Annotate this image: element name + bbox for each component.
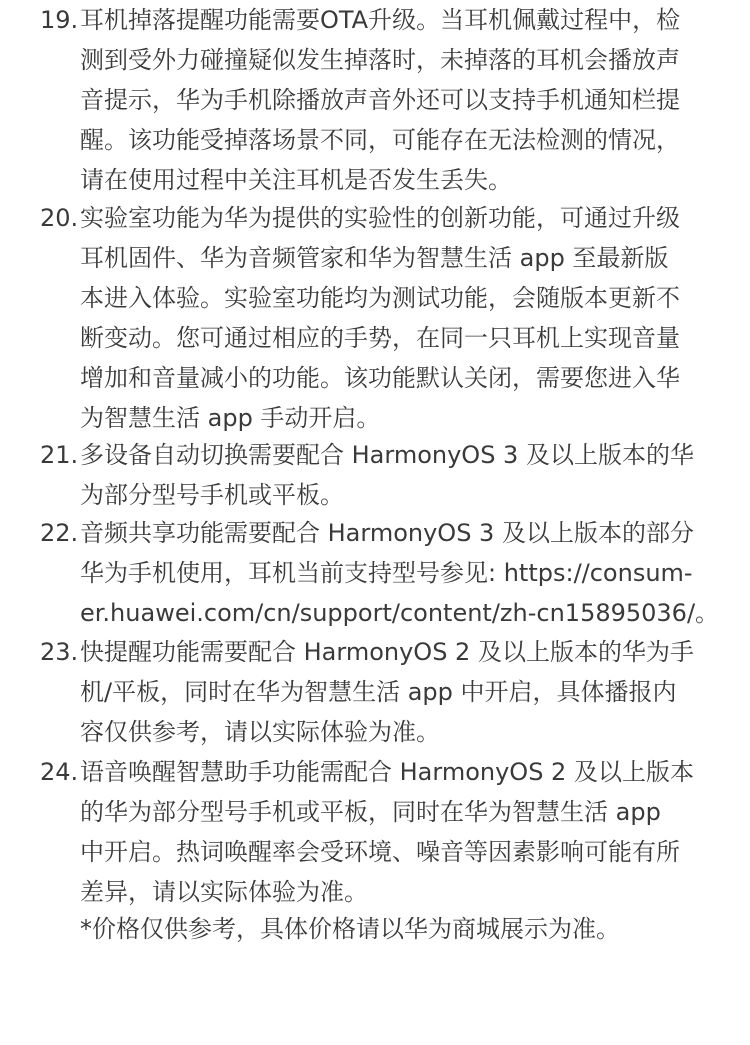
note-line: 测到受外力碰撞疑似发生掉落时，未掉落的耳机会播放声 (80, 46, 680, 74)
note-number: 22. (40, 519, 79, 547)
note-line: 容仅供参考，请以实际体验为准。 (80, 718, 440, 746)
note-line: 为智慧生活 app 手动开启。 (80, 404, 381, 432)
note-line: 断变动。您可通过相应的手势，在同一只耳机上实现音量 (80, 324, 680, 352)
note-number: 23. (40, 638, 79, 666)
note-line: 快提醒功能需要配合 HarmonyOS 2 及以上版本的华为手 (80, 638, 694, 666)
note-number: 19. (40, 6, 79, 34)
note-line: 华为手机使用，耳机当前支持型号参见: https://consum- (80, 559, 693, 587)
note-line: 音频共享功能需要配合 HarmonyOS 3 及以上版本的部分 (80, 519, 694, 547)
note-line: 差异，请以实际体验为准。 (80, 878, 368, 906)
note-line: 多设备自动切换需要配合 HarmonyOS 3 及以上版本的华 (80, 441, 694, 469)
note-line: 音提示，华为手机除播放声音外还可以支持手机通知栏提 (80, 86, 680, 114)
note-number: 20. (40, 204, 79, 232)
note-line: 耳机掉落提醒功能需要OTA升级。当耳机佩戴过程中，检 (80, 6, 681, 34)
note-line: 实验室功能为华为提供的实验性的创新功能，可通过升级 (80, 204, 680, 232)
note-line: er.huawei.com/cn/support/content/zh-cn15895036/。 (80, 599, 720, 627)
note-line: 耳机固件、华为音频管家和华为智慧生活 app 至最新版 (80, 244, 669, 272)
note-line: 本进入体验。实验室功能均为测试功能，会随版本更新不 (80, 284, 680, 312)
note-line: 为部分型号手机或平板。 (80, 481, 344, 509)
note-line: 机/平板，同时在华为智慧生活 app 中开启，具体播报内 (80, 678, 677, 706)
note-number: 21. (40, 441, 79, 469)
note-line: 的华为部分型号手机或平板，同时在华为智慧生活 app (80, 798, 661, 826)
note-line: 醒。该功能受掉落场景不同，可能存在无法检测的情况， (80, 126, 680, 154)
note-number: 24. (40, 758, 79, 786)
note-line: 增加和音量减小的功能。该功能默认关闭，需要您进入华 (80, 364, 680, 392)
note-line: 语音唤醒智慧助手功能需配合 HarmonyOS 2 及以上版本 (80, 758, 694, 786)
price-footnote: *价格仅供参考，具体价格请以华为商城展示为准。 (80, 915, 620, 943)
note-line: 中开启。热词唤醒率会受环境、噪音等因素影响可能有所 (80, 838, 680, 866)
note-line: 请在使用过程中关注耳机是否发生丢失。 (80, 166, 512, 194)
